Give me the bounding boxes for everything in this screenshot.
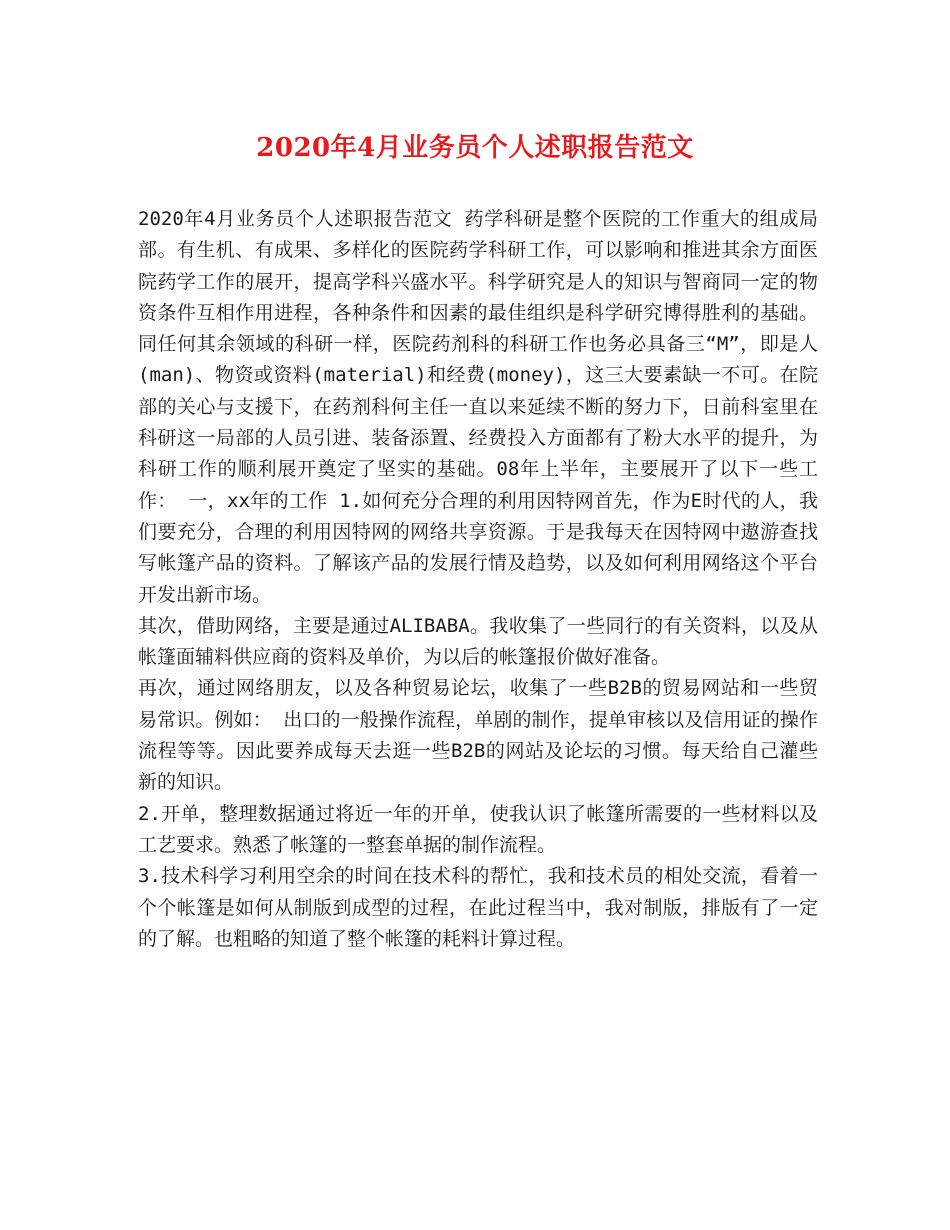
paragraph-2: 其次，借助网络，主要是通过ALIBABA。我收集了一些同行的有关资料，以及从帐篷面辅料供应商的资料及单价，为以后的帐篷报价做好准备。 <box>138 614 818 669</box>
paragraph-4: 2.开单，整理数据通过将近一年的开单，使我认识了帐篷所需要的一些材料以及工艺要求。熟悉了帐篷的一整套单据的制作流程。 <box>138 802 818 856</box>
document-title: 2020年4月业务员个人述职报告范文 <box>256 133 694 163</box>
paragraph-5: 3.技术科学习利用空余的时间在技术科的帮忙，我和技术员的相处交流，看着一个个帐篷是如何从制版到成型的过程，在此过程当中，我对制版，排版有了一定的了解。也粗略的知道了整个帐篷的耗料计算过程。 <box>138 865 818 950</box>
paragraph-3: 再次，通过网络朋友，以及各种贸易论坛，收集了一些B2B的贸易网站和一些贸易常识。例如： 出口的一般操作流程，单剧的制作，提单审核以及信用证的操作流程等等。因此要养成每天去逛一些B2B的网站及论坛的习惯。每天给自己灌些新的知识。 <box>138 677 818 794</box>
paragraph-1: 2020年4月业务员个人述职报告范文 药学科研是整个医院的工作重大的组成局部。有生机、有成果、多样化的医院药学科研工作，可以影响和推进其余方面医院药学工作的展开，提高学科兴盛水平。科学研究是人的知识与智商同一定的物资条件互相作用进程，各种条件和因素的最佳组织是科学研究博得胜利的基础。同任何其余领域的科研一样，医院药剂科的科研工作也务必具备三“M”，即是人(man)、物资或资料(material)和经费(money)，这三大要素缺一不可。在院部的关心与支援下，在药剂科何主任一直以来延续不断的努力下，日前科室里在科研这一局部的人员引进、装备添置、经费投入方面都有了粉大水平的提升，为科研工作的顺利展开奠定了坚实的基础。08年上半年，主要展开了以下一些工作： 一，xx年的工作 1.如何充分合理的利用因特网首先，作为E时代的人，我们要充分，合理的利用因特网的网络共享资源。于是我每天在因特网中遨游查找写帐篷产品的资料。了解该产品的发展行情及趋势，以及如何利用网络这个平台开发出新市场。 <box>138 208 818 606</box>
document-body <box>138 204 818 955</box>
